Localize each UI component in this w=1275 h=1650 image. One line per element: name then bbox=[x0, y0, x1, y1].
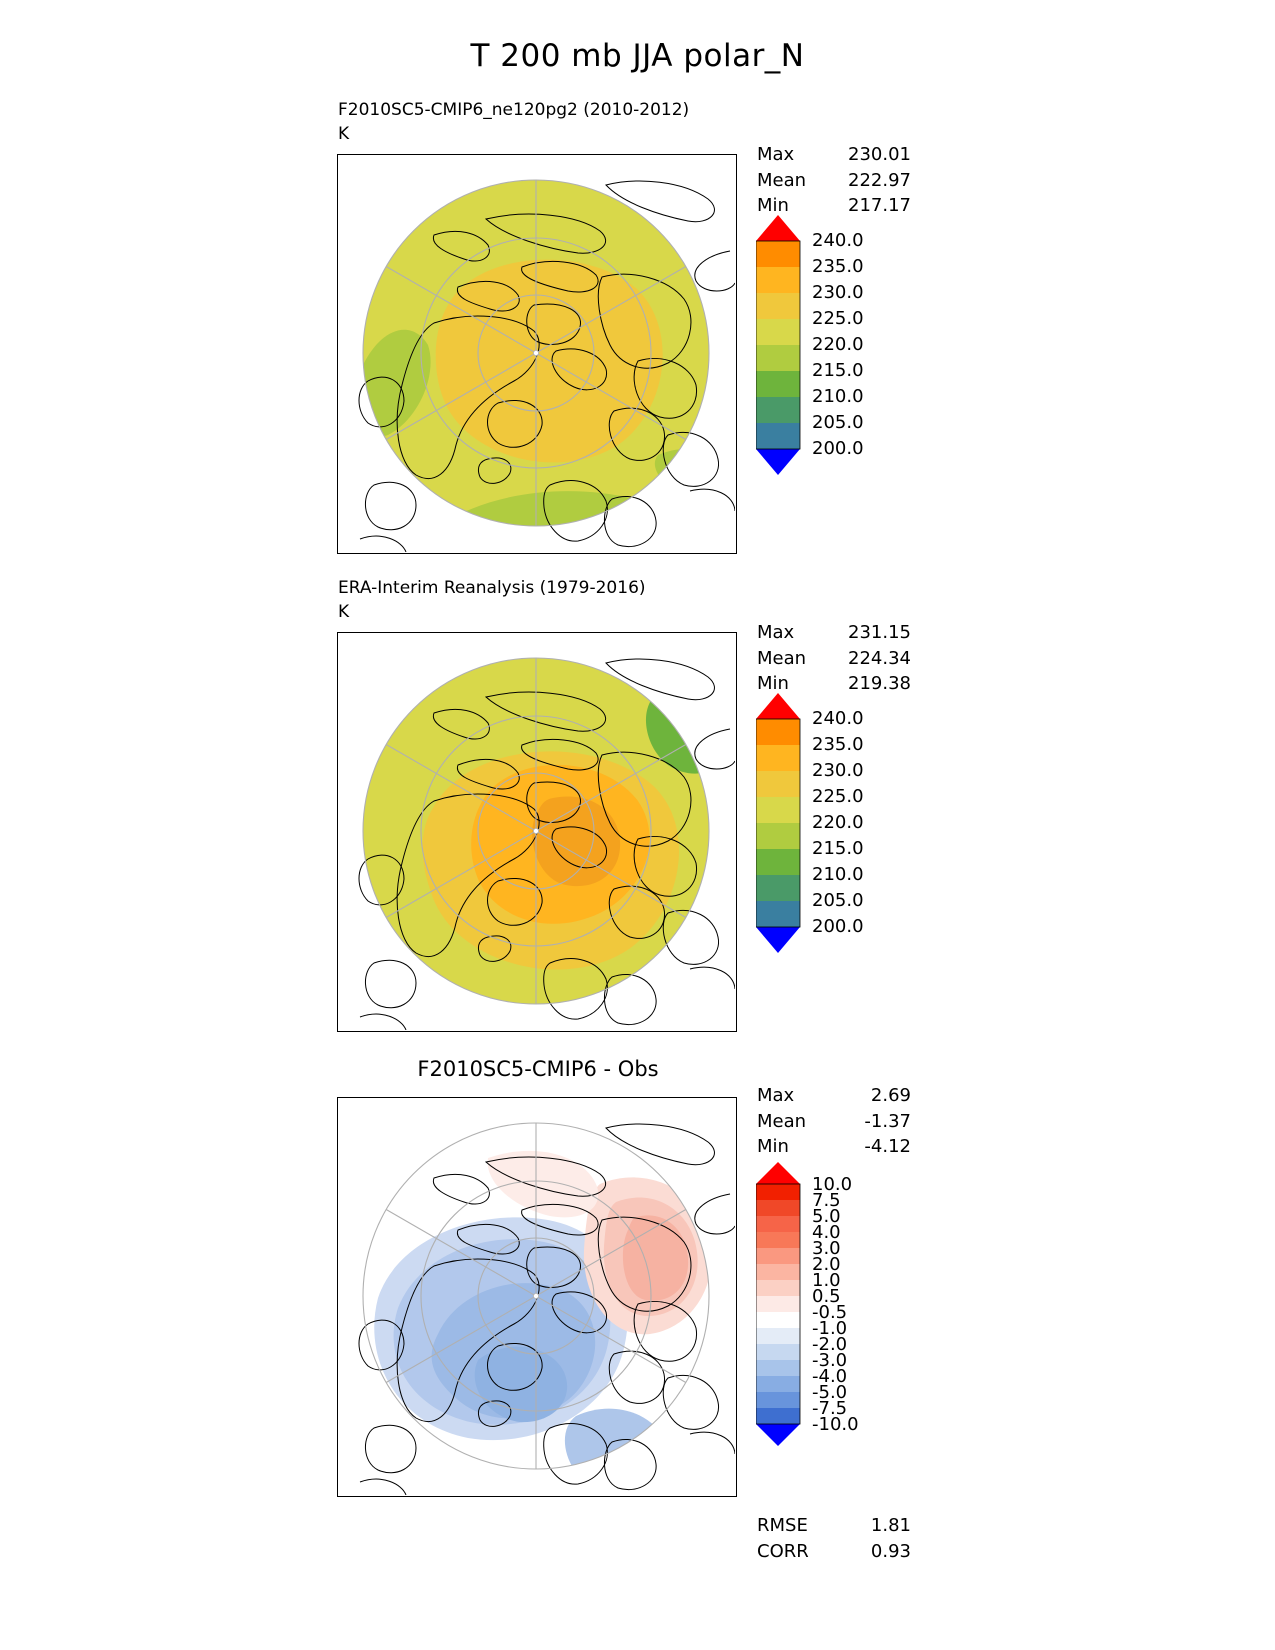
stat-row: Mean 224.34 bbox=[757, 647, 911, 669]
page-title: T 200 mb JJA polar_N bbox=[470, 38, 805, 74]
stat-row: CORR 0.93 bbox=[757, 1541, 911, 1563]
map-obs bbox=[337, 632, 737, 1032]
stat-row: Min 217.17 bbox=[757, 195, 911, 217]
panel-obs-subtitle: ERA-Interim Reanalysis (1979-2016) bbox=[338, 578, 646, 598]
stat-row: Max 231.15 bbox=[757, 622, 911, 643]
stats-obs bbox=[757, 620, 911, 697]
stat-row: Max 2.69 bbox=[757, 1085, 911, 1106]
stats-difference bbox=[757, 1083, 911, 1160]
stat-row: Mean -1.37 bbox=[757, 1110, 911, 1132]
panel-difference-subtitle: F2010SC5-CMIP6 - Obs bbox=[417, 1057, 659, 1081]
stat-row: Min 219.38 bbox=[757, 673, 911, 695]
stat-row: Max 230.01 bbox=[757, 144, 911, 165]
stat-row: Mean 222.97 bbox=[757, 169, 911, 191]
colorbar-obs: 240.0 235.0 230.0 225.0 220.0 215.0 210.0 205.0 200.0 bbox=[756, 693, 802, 973]
map-model bbox=[337, 154, 737, 554]
stat-row: RMSE 1.81 bbox=[757, 1515, 911, 1536]
stat-row: Min -4.12 bbox=[757, 1136, 911, 1158]
colorbar-model: 240.0 235.0 230.0 225.0 220.0 215.0 210.0 205.0 200.0 bbox=[756, 215, 802, 495]
colorbar-difference: 10.0 7.5 5.0 4.0 3.0 2.0 1.0 0.5 -0.5 -1.0 -2.0 -3.0 -4.0 -5.0 -7.5 -10.0 bbox=[756, 1162, 802, 1462]
stats-difference-footer bbox=[757, 1513, 911, 1565]
panel-model-units: K bbox=[338, 124, 350, 144]
map-difference bbox=[337, 1097, 737, 1497]
stats-model bbox=[757, 142, 911, 219]
panel-model-subtitle: F2010SC5-CMIP6_ne120pg2 (2010-2012) bbox=[338, 100, 690, 120]
panel-obs-units: K bbox=[338, 602, 350, 622]
